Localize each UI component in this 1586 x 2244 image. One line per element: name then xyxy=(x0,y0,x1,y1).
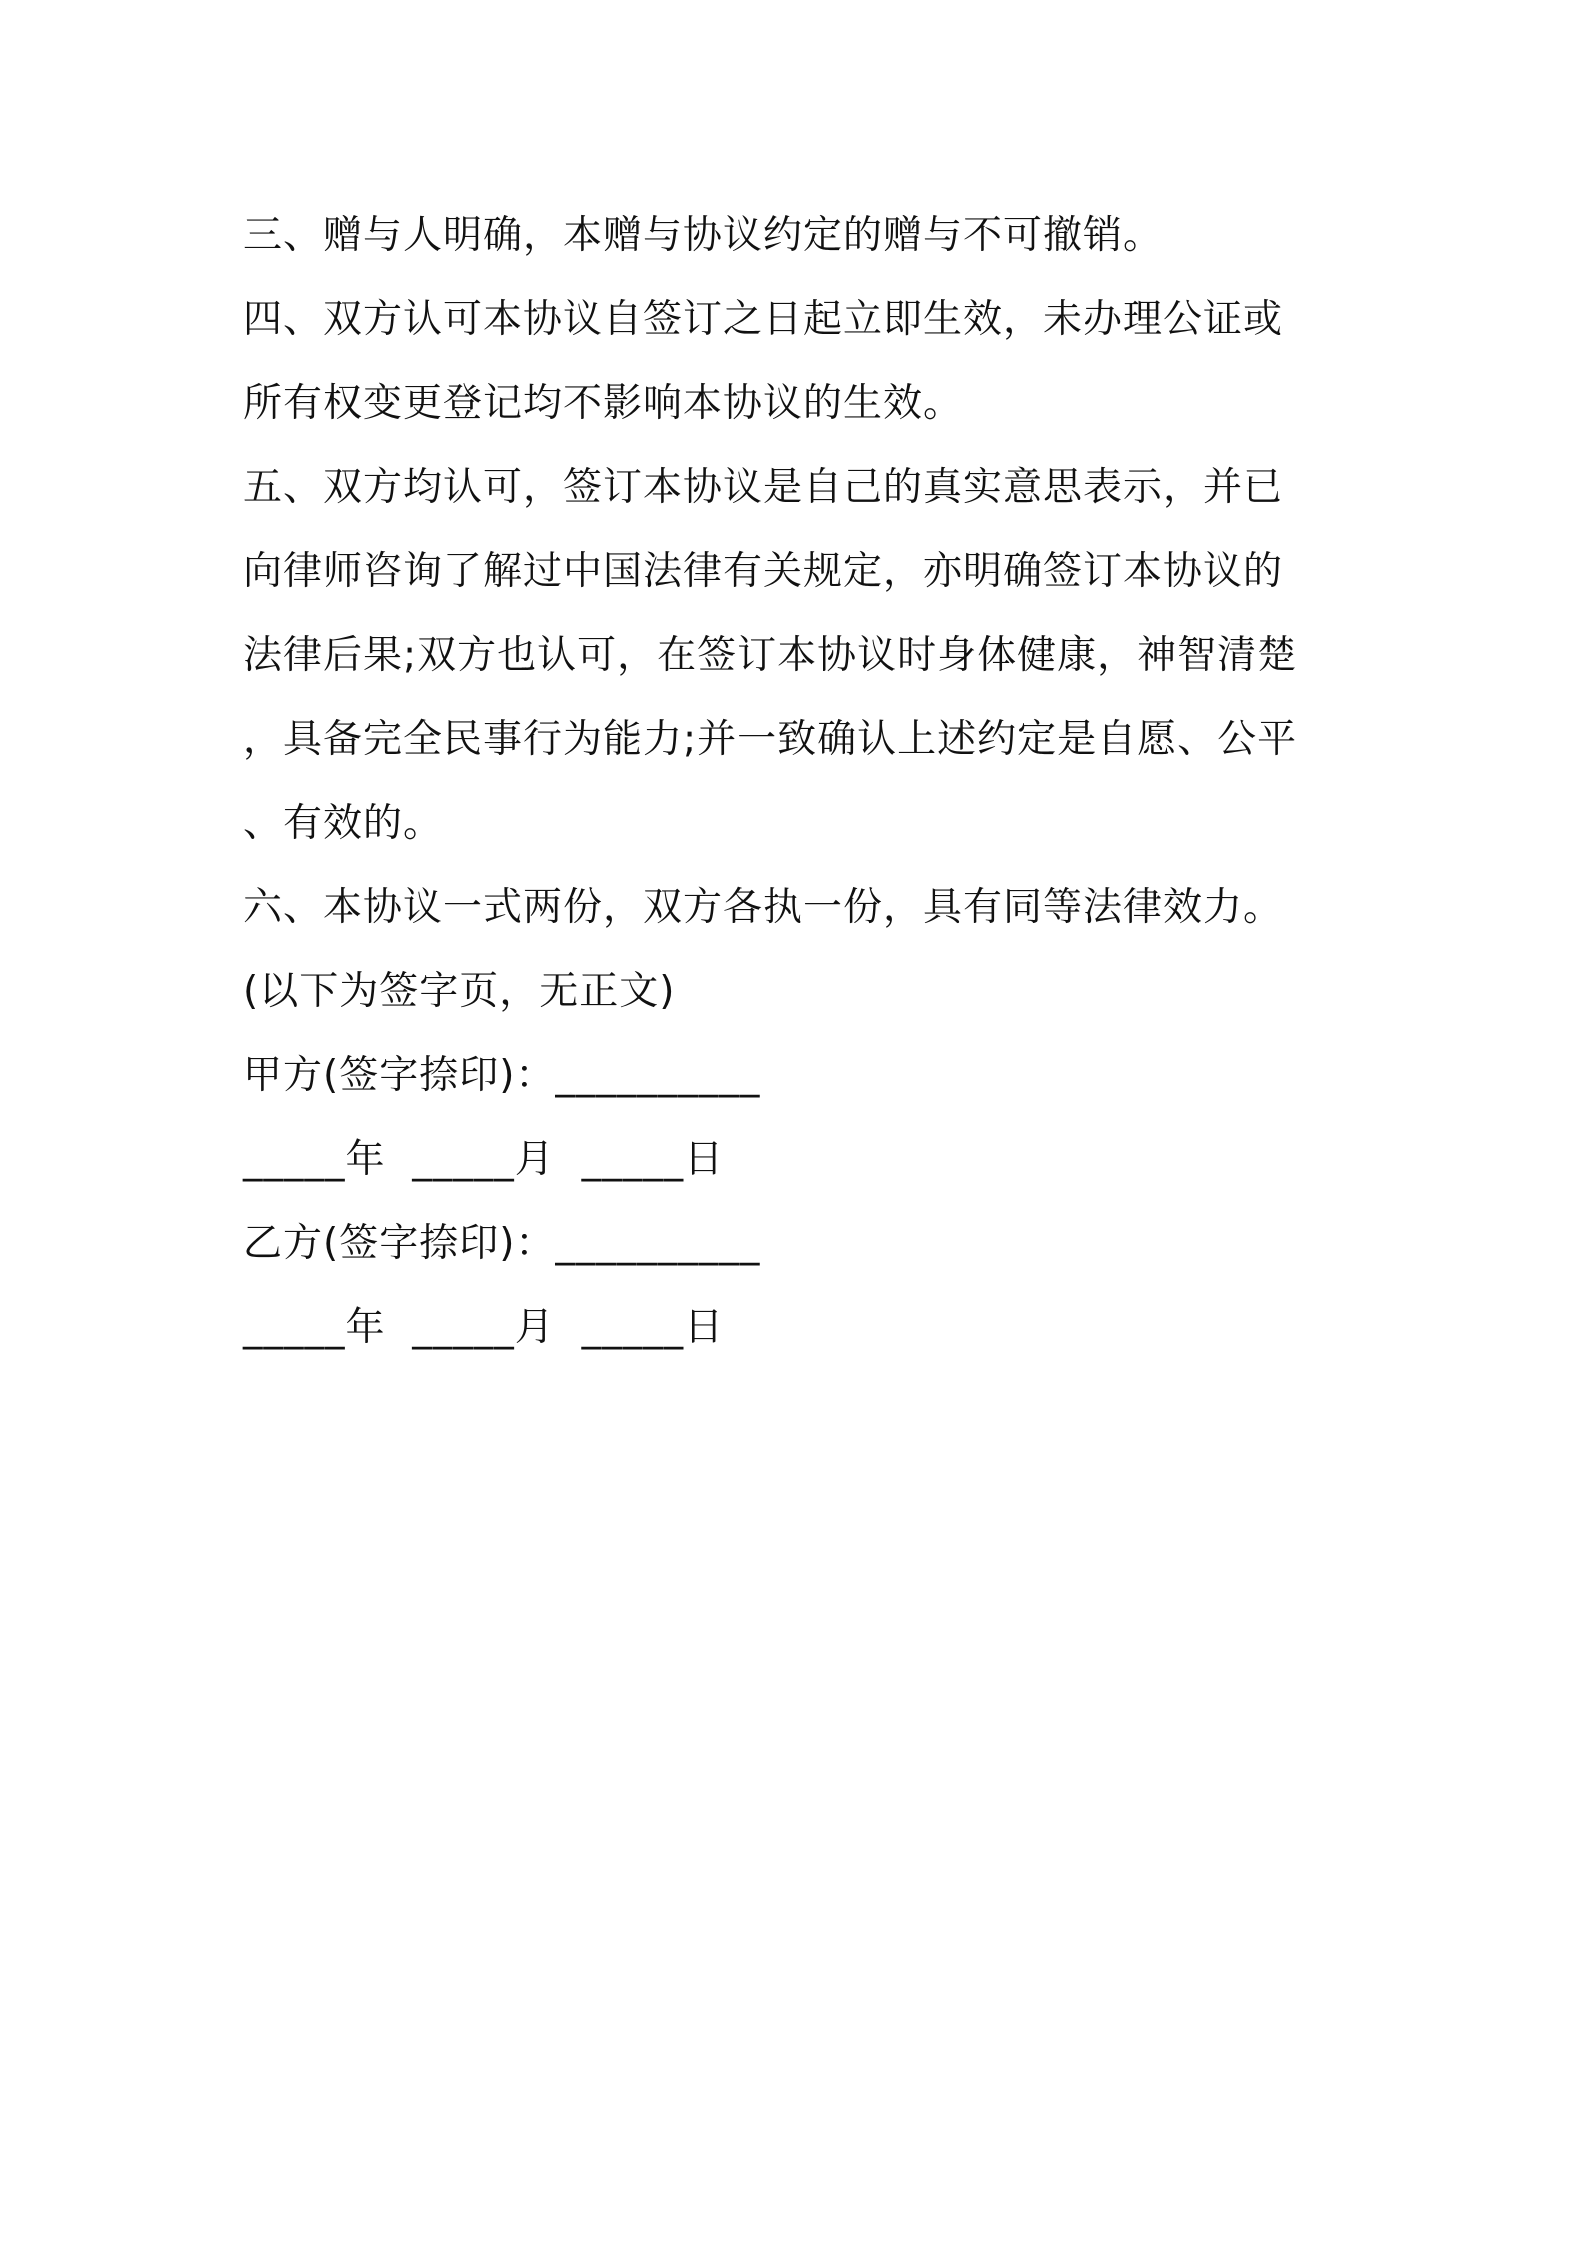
clause-5 xyxy=(243,446,1363,866)
clause-6 xyxy=(243,866,1363,950)
clause-4 xyxy=(243,278,1363,446)
clause-5-line-3: 法律后果;双方也认可，在签订本协议时身体健康，神智清楚 xyxy=(243,633,1298,678)
party-b-signature-field: 乙方(签字捺印)：__________ xyxy=(243,1221,761,1266)
signature-page-note: (以下为签字页，无正文) xyxy=(243,969,676,1014)
clause-3-line-1: 三、赠与人明确，本赠与协议约定的赠与不可撤销。 xyxy=(243,213,1164,258)
clause-5-line-1: 五、双方均认可，签订本协议是自己的真实意思表示，并已 xyxy=(243,465,1284,510)
clause-5-line-2: 向律师咨询了解过中国法律有关规定，亦明确签订本协议的 xyxy=(243,549,1284,594)
clause-4-line-1: 四、双方认可本协议自签订之日起立即生效，未办理公证或 xyxy=(243,297,1284,342)
clause-5-line-4: ，具备完全民事行为能力;并一致确认上述约定是自愿、公平 xyxy=(243,717,1298,762)
party-b-date-field: _____年 _____月 _____日 xyxy=(243,1305,725,1350)
clause-5-line-5: 、有效的。 xyxy=(243,801,444,846)
clause-3 xyxy=(243,194,1363,278)
party-a-signature-field: 甲方(签字捺印)：__________ xyxy=(243,1053,761,1098)
clause-6-line-1: 六、本协议一式两份，双方各执一份，具有同等法律效力。 xyxy=(243,885,1284,930)
document-body xyxy=(243,194,1363,1370)
party-a-date-field: _____年 _____月 _____日 xyxy=(243,1137,725,1182)
clause-4-line-2: 所有权变更登记均不影响本协议的生效。 xyxy=(243,381,964,426)
